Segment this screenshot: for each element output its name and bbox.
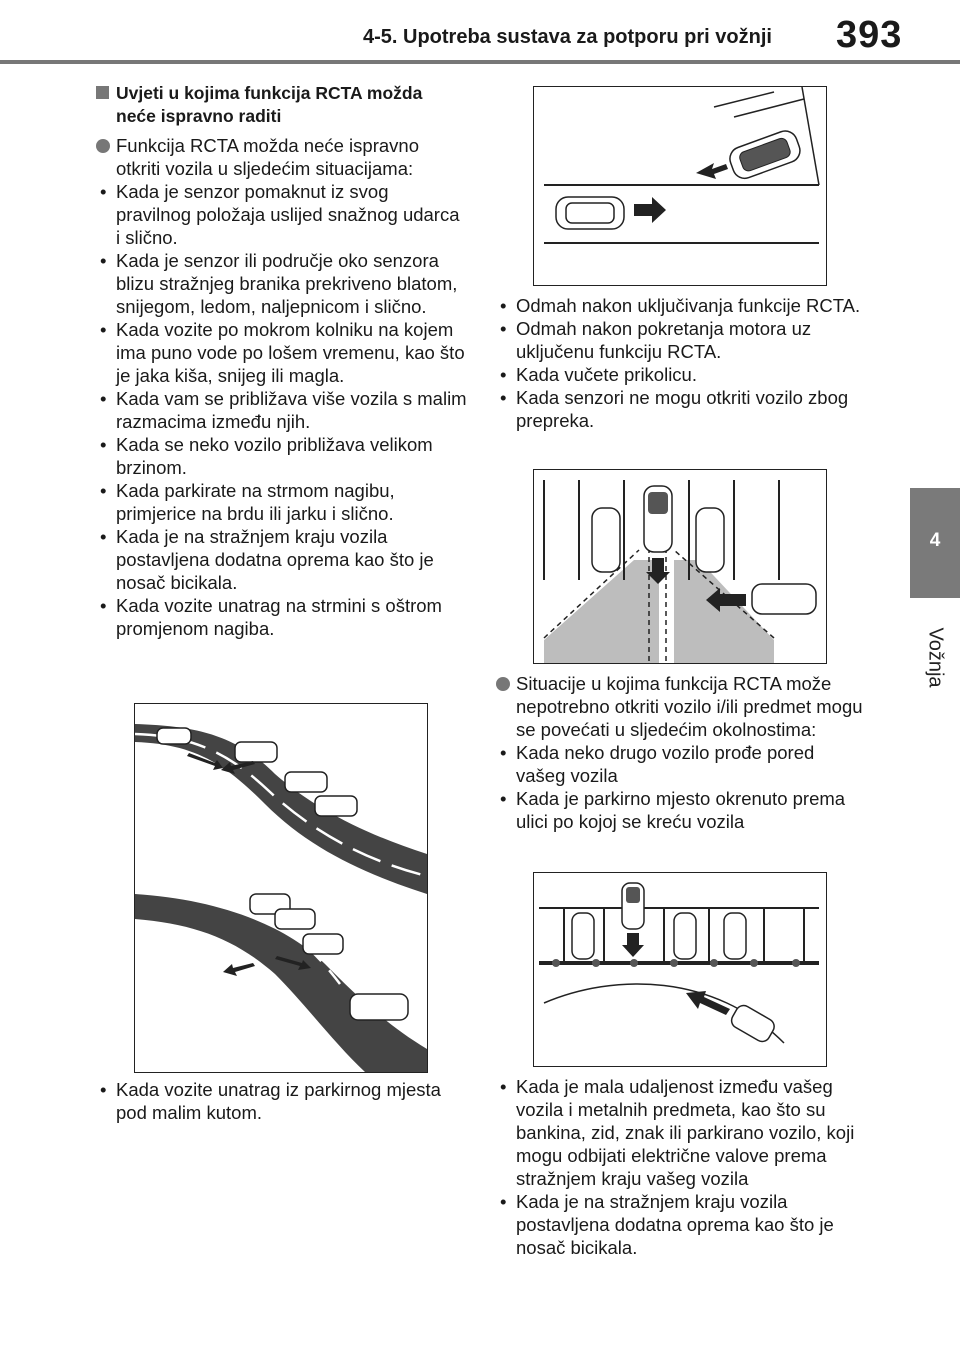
chapter-title: 4-5. Upotreba sustava za potporu pri vožnji <box>363 26 772 48</box>
square-bullet-icon <box>96 86 109 99</box>
list-item: • Kada je parkirno mjesto okrenuto prema ulici po kojoj se kreću vozila <box>496 787 866 833</box>
list-item: • Kada parkirate na strmom nagibu, primjerice na brdu ili jarku i slično. <box>96 479 468 525</box>
right-text-block-1 <box>496 294 866 432</box>
page-number: 393 <box>836 14 903 56</box>
list-item: • Kada vozite unatrag iz parkirnog mjesta pod malim kutom. <box>96 1078 468 1124</box>
figure-angled-parking <box>533 86 827 286</box>
list-item: • Kada je na stražnjem kraju vozila postavljena dodatna oprema kao što je nosač bicikala. <box>496 1190 866 1259</box>
figure-street-facing-parking <box>533 872 827 1067</box>
list-item: • Kada je mala udaljenost između vašeg vozila i metalnih predmeta, kao što su bankina, zid, znak ili parkirano vozilo, koji mogu odbijati električne valove prema stražnjem kraju vašeg vozila <box>496 1075 866 1190</box>
left-bottom-block <box>96 1078 468 1124</box>
list-item: • Kada je senzor pomaknut iz svog pravilnog položaja uslijed snažnog udarca i slično. <box>96 180 468 249</box>
right-text-block-2 <box>496 672 866 833</box>
chapter-side-label-text: Vožnja <box>924 627 947 688</box>
chapter-tab <box>910 488 960 598</box>
figure-slope-road <box>134 703 428 1073</box>
list-item: • Kada vozite unatrag na strmini s oštrom promjenom nagiba. <box>96 594 468 640</box>
list-item: • Kada vozite po mokrom kolniku na kojem ima puno vode po lošem vremenu, kao što je jaka kiša, snijeg ili magla. <box>96 318 468 387</box>
header-rule <box>0 60 960 64</box>
intro-text: Funkcija RCTA možda neće ispravno otkriti vozila u sljedećim situacijama: <box>116 135 419 179</box>
section-heading <box>96 82 446 128</box>
right-text-block-3 <box>496 1075 866 1259</box>
circle-bullet-icon <box>96 139 110 153</box>
page-header <box>0 0 960 66</box>
condition-list <box>96 180 468 640</box>
list-item: • Kada vam se približava više vozila s malim razmacima između njih. <box>96 387 468 433</box>
left-text-block <box>96 134 468 640</box>
circle-bullet-icon <box>496 677 510 691</box>
chapter-side-label <box>915 620 955 700</box>
list-item: • Kada neko drugo vozilo prođe pored vašeg vozila <box>496 741 866 787</box>
list-item: • Odmah nakon pokretanja motora uz uključenu funkciju RCTA. <box>496 317 866 363</box>
list-item: • Kada senzori ne mogu otkriti vozilo zbog prepreka. <box>496 386 866 432</box>
list-item: • Odmah nakon uključivanja funkcije RCTA. <box>496 294 866 317</box>
list-item: • Kada vučete prikolicu. <box>496 363 866 386</box>
list-item: • Kada se neko vozilo približava velikom brzinom. <box>96 433 468 479</box>
intro-text-2: Situacije u kojima funkcija RCTA može nepotrebno otkriti vozilo i/ili predmet mogu se povećati u sljedećim okolnostima: <box>516 673 863 740</box>
list-item: • Kada je senzor ili područje oko senzora blizu stražnjeg branika prekriveno blatom, snijegom, ledom, naljepnicom i slično. <box>96 249 468 318</box>
figure-obstructed-parking <box>533 469 827 664</box>
section-heading-text: Uvjeti u kojima funkcija RCTA možda neće ispravno raditi <box>116 83 423 126</box>
list-item: • Kada je na stražnjem kraju vozila postavljena dodatna oprema kao što je nosač bicikala. <box>96 525 468 594</box>
chapter-tab-number: 4 <box>929 530 941 551</box>
